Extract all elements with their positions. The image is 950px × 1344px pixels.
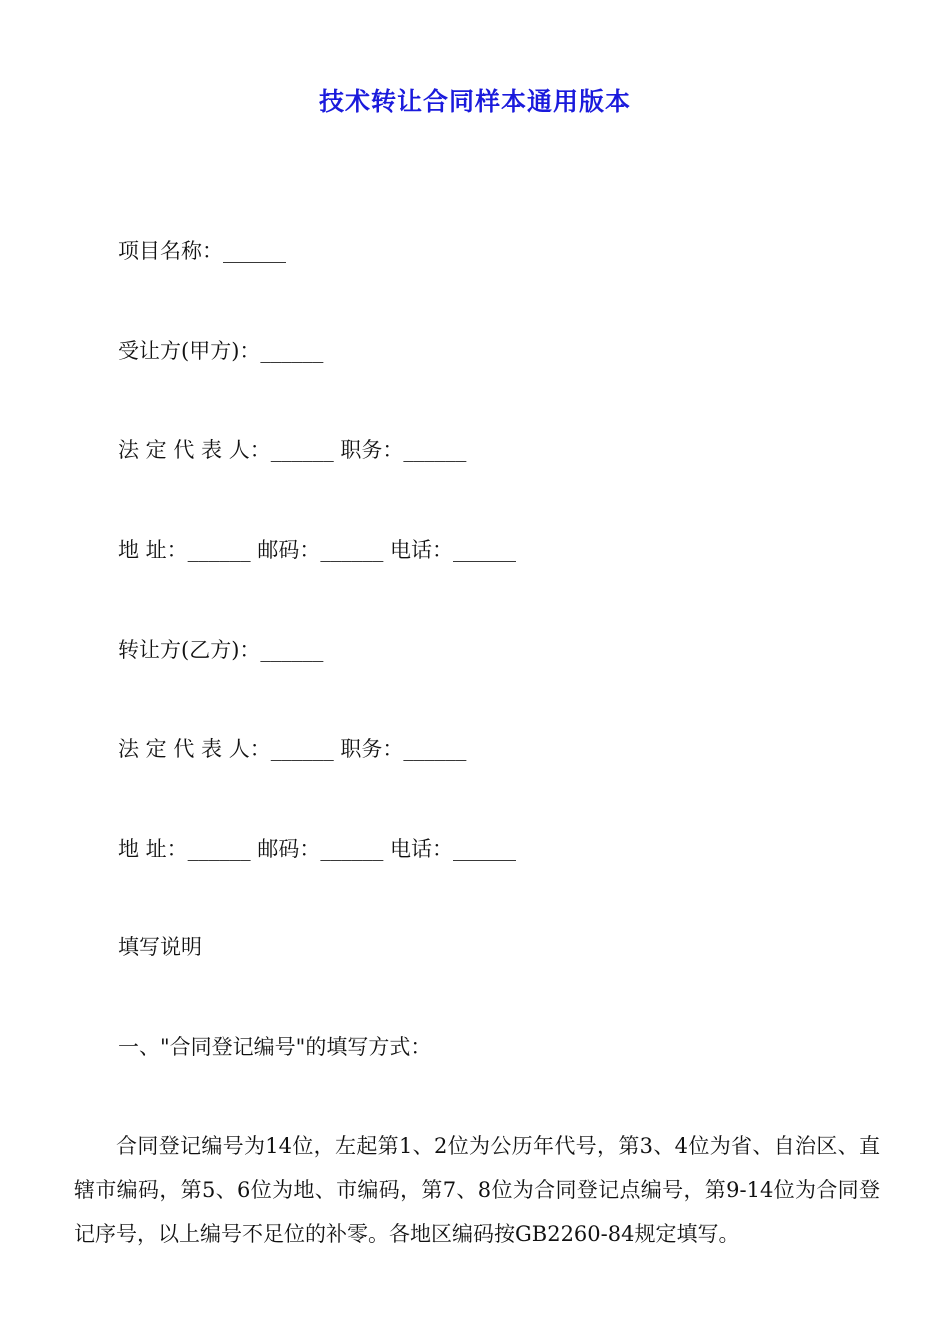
party-b-address-line: 地 址：______ 邮码：______ 电话：______ [118,837,517,861]
instructions-heading: 填写说明 [118,935,202,959]
registration-number-paragraph: 合同登记编号为14位，左起第1、2位为公历年代号，第3、4位为省、自治区、直辖市编码，第5、6位为地、市编码，第7、8位为合同登记点编号，第9-14位为合同登记序号，以上编号不足位的补零。各地区编码按GB2260-84规定填写。 [74,1134,880,1246]
party-a-line: 受让方(甲方)：______ [118,339,324,363]
party-b-representative-line: 法 定 代 表 人：______ 职务：______ [118,737,467,761]
party-b-line: 转让方(乙方)：______ [118,638,324,662]
document-title: 技术转让合同样本通用版本 [318,87,631,116]
party-a-representative-line: 法 定 代 表 人：______ 职务：______ [118,438,467,462]
party-a-address-line: 地 址：______ 邮码：______ 电话：______ [118,538,517,562]
project-name-line: 项目名称：______ [118,239,286,263]
section-one-heading: 一、"合同登记编号"的填写方式： [118,1035,432,1059]
